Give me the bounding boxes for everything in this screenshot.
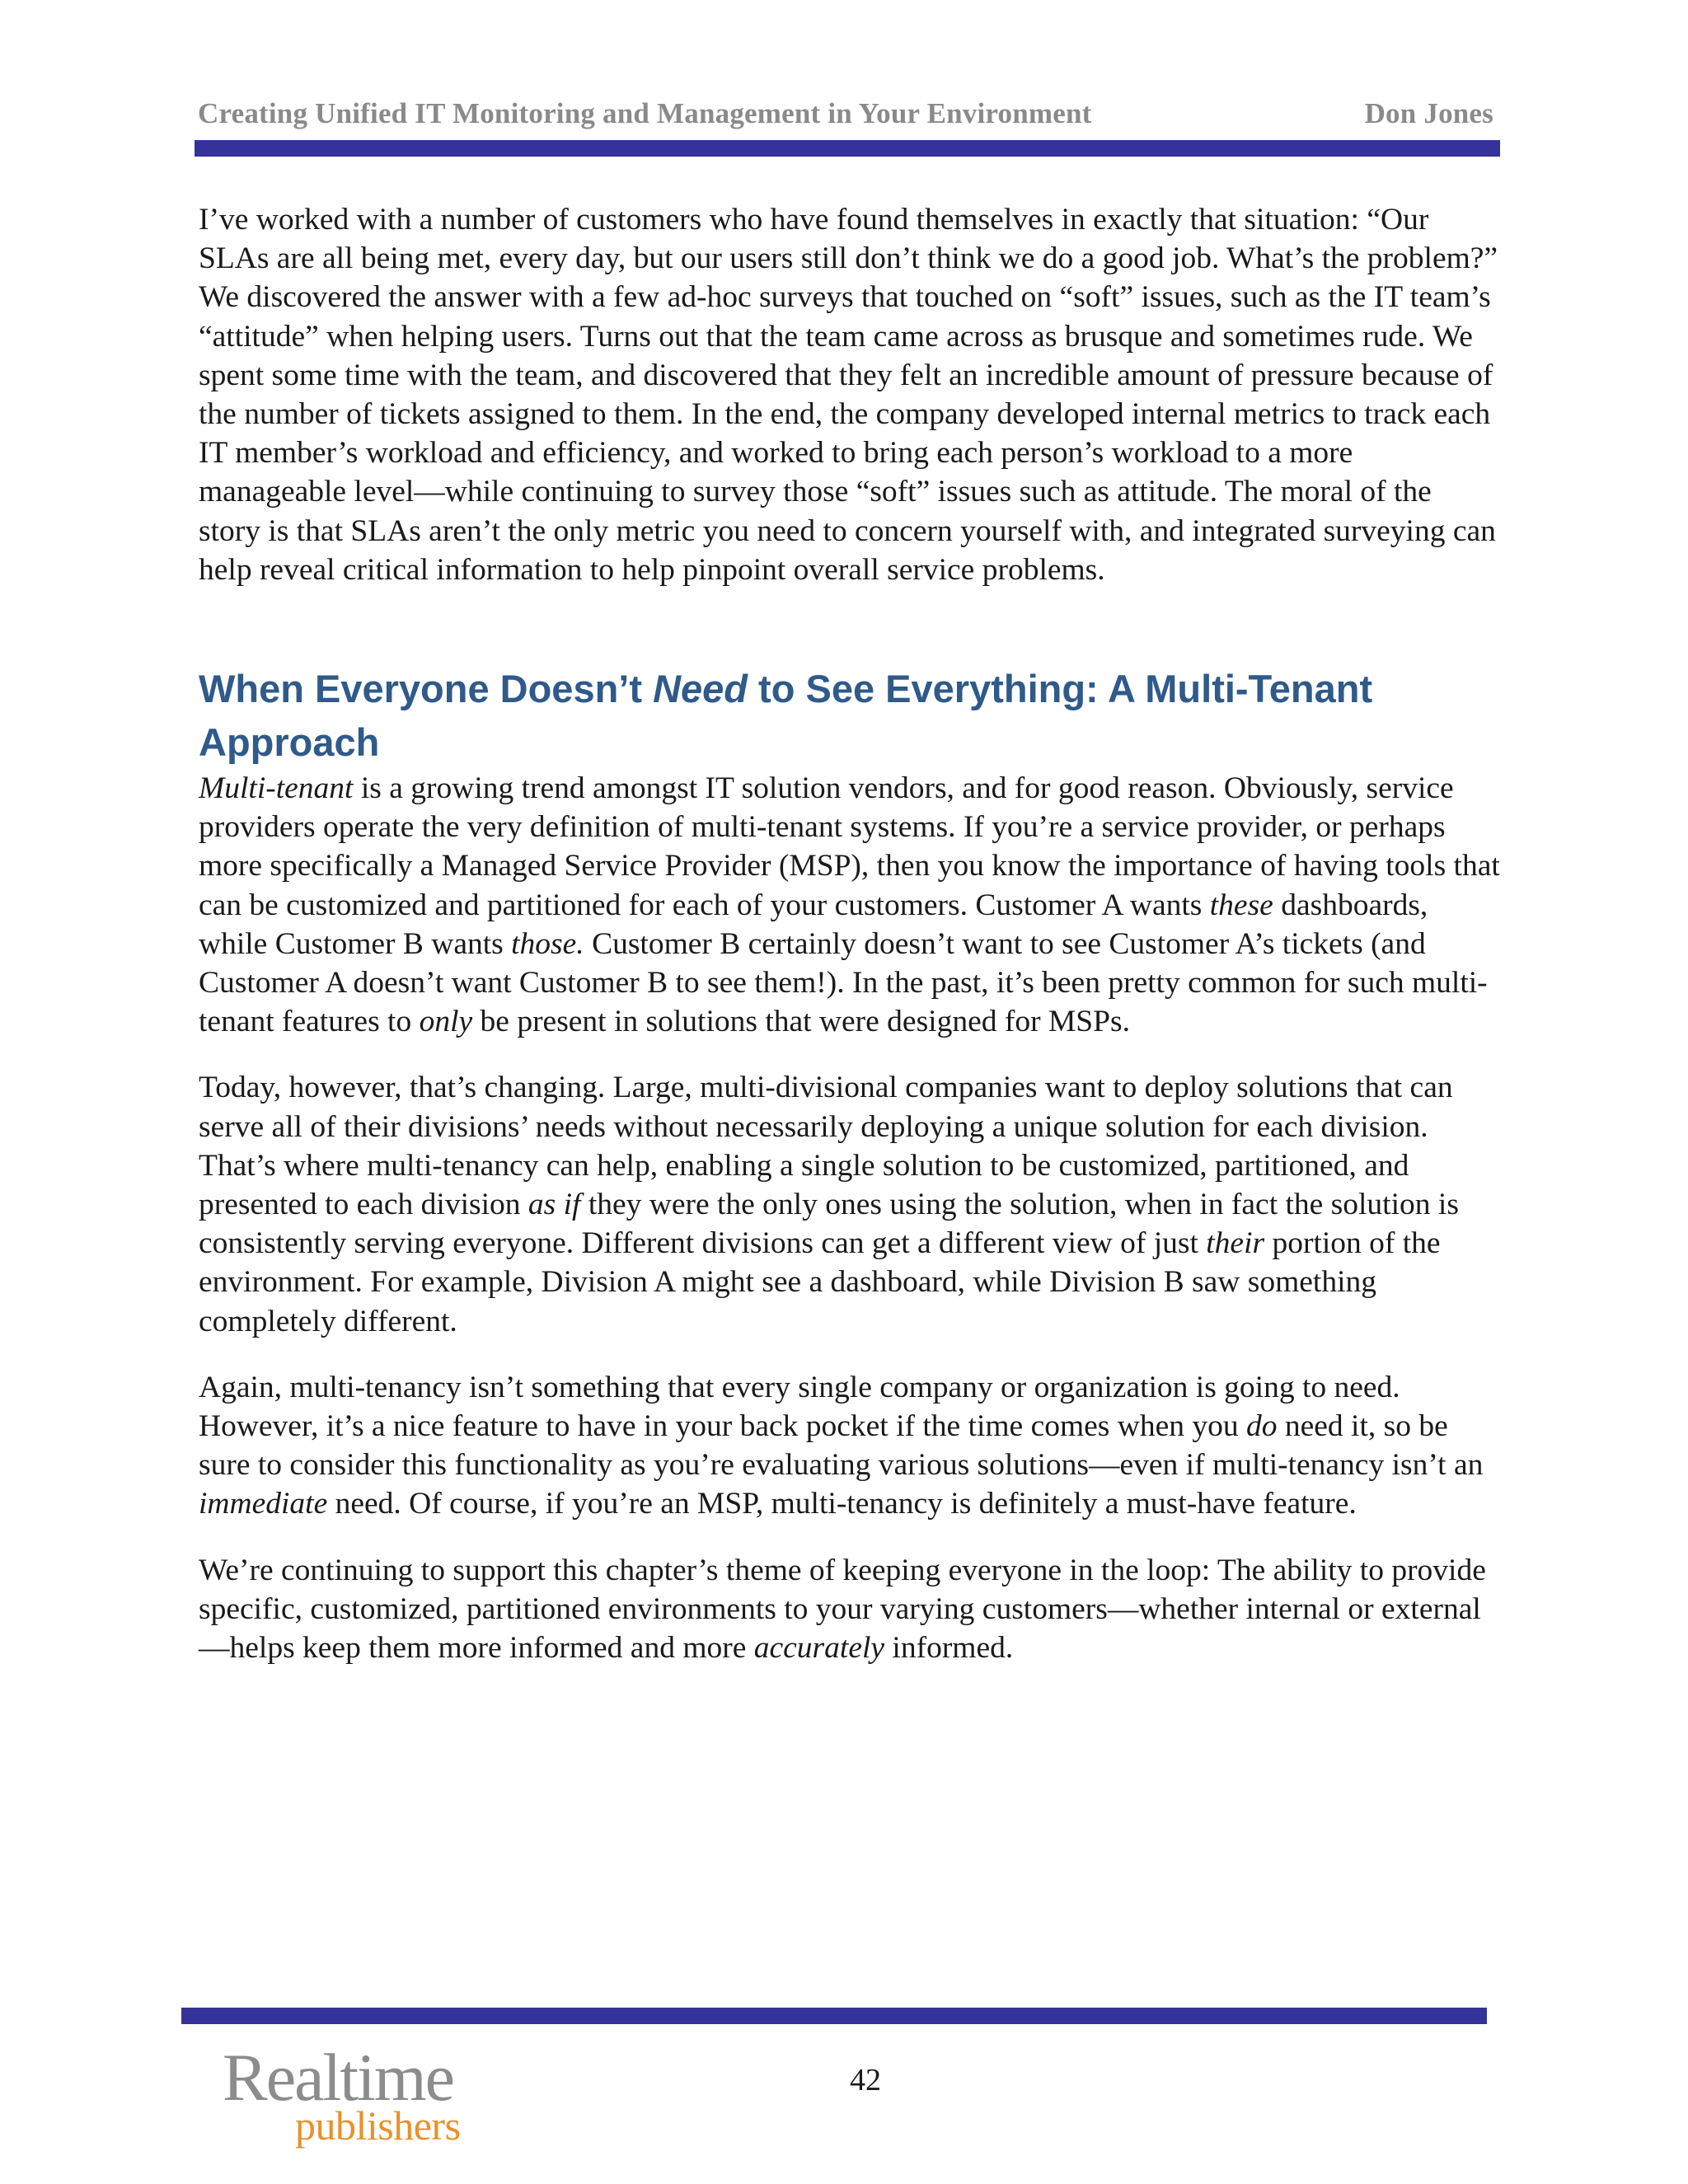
realtime-publishers-logo: [223, 2040, 486, 2151]
emphasis-text: their: [1206, 1226, 1265, 1261]
paragraph-text: We’re continuing to support this chapter’s theme of keeping everyone in the loop: The ability to provide specific, customized, partitioned environments to your varying customers—whether internal or external—helps keep them more informed and more: [199, 1553, 1486, 1666]
emphasis-text: those.: [511, 926, 584, 961]
paragraph-text: dashboards, while Customer B wants: [199, 888, 1428, 961]
emphasis-text: these: [1209, 888, 1273, 922]
paragraph-text: need. Of course, if you’re an MSP, multi-tenancy is definitely a must-have feature.: [327, 1487, 1357, 1521]
paragraph-text: Customer B certainly doesn’t want to see Customer A’s tickets (and Customer A doesn’t want Customer B to see them!). In the past, it’s been pretty common for such multi-tenant features to: [199, 926, 1488, 1039]
paragraph-text: need it, so be sure to consider this functionality as you’re evaluating various solutions—even if multi-tenancy isn’t an: [199, 1409, 1484, 1483]
emphasis-text: do: [1245, 1409, 1278, 1444]
header-rule: [195, 140, 1500, 157]
paragraph-multi-divisional: [199, 1068, 1501, 1340]
paragraph-text: portion of the environment. For example, Division A might see a dashboard, while Division B saw something completely different.: [199, 1226, 1441, 1338]
emphasis-text: immediate: [199, 1487, 328, 1521]
running-header: [198, 97, 1493, 130]
paragraph-text: be present in solutions that were designed for MSPs.: [472, 1005, 1130, 1039]
footer-rule: [181, 2008, 1487, 2024]
paragraph-text: Again, multi-tenancy isn’t something that every single company or organization is going to need. However, it’s a nice feature to have in your back pocket if the time comes when you: [199, 1370, 1400, 1444]
paragraph-multi-tenancy-need: [199, 1368, 1501, 1524]
heading-part-3: to See Everything: A Multi-Tenant Approach: [199, 667, 1373, 765]
emphasis-text: accurately: [753, 1631, 885, 1666]
heading-emphasis: Need: [653, 667, 748, 711]
section-heading: [199, 662, 1501, 769]
emphasis-text: only: [419, 1005, 473, 1039]
header-title: Creating Unified IT Monitoring and Management in Your Environment: [198, 97, 1092, 129]
logo-wordmark-main: Realtime: [223, 2040, 454, 2115]
paragraph-text: is a growing trend amongst IT solution vendors, and for good reason. Obviously, service providers operate the very definition of multi-tenant systems. If you’re a service provider, or perhaps more specifically a Managed Service Provider (MSP), then you know the importance of having tools that can be customized and partitioned for each of your customers. Customer A wants: [199, 771, 1500, 922]
logo-wordmark-sub: publishers: [295, 2102, 461, 2149]
header-author: Don Jones: [1364, 97, 1493, 129]
paragraph-multi-tenant: [199, 769, 1501, 1041]
paragraph-chapter-theme: [199, 1551, 1501, 1668]
paragraph-text: informed.: [884, 1631, 1014, 1666]
paragraph-text: they were the only ones using the solution, when in fact the solution is consistently serving everyone. Different divisions can get a different view of just: [199, 1188, 1459, 1261]
paragraph-sla-story: I’ve worked with a number of customers who have found themselves in exactly that situation: “Our SLAs are all being met, every day, but our users still don’t think we do a good job. What’s the problem?” We discovered the answer with a few ad-hoc surveys that touched on “soft” issues, such as the IT team’s “attitude” when helping users. Turns out that the team came across as brusque and sometimes rude. We spent some time with the team, and discovered that they felt an incredible amount of pressure because of the number of tickets assigned to them. In the end, the company developed internal metrics to track each IT member’s workload and efficiency, and worked to bring each person’s workload to a more manageable level—while continuing to survey those “soft” issues such as attitude. The moral of the story is that SLAs aren’t the only metric you need to concern yourself with, and integrated surveying can help reveal critical information to help pinpoint overall service problems.: [199, 203, 1498, 587]
paragraph-text: Today, however, that’s changing. Large, multi-divisional companies want to deploy solutions that can serve all of their divisions’ needs without necessarily deploying a unique solution for each division. That’s where multi-tenancy can help, enabling a single solution to be customized, partitioned, and presented to each division: [199, 1071, 1453, 1222]
page-number: 42: [850, 2063, 881, 2097]
page-content: [199, 200, 1501, 1694]
emphasis-text: as if: [528, 1188, 581, 1222]
emphasis-text: Multi-tenant: [199, 771, 354, 806]
heading-part-1: When Everyone Doesn’t: [199, 667, 654, 711]
